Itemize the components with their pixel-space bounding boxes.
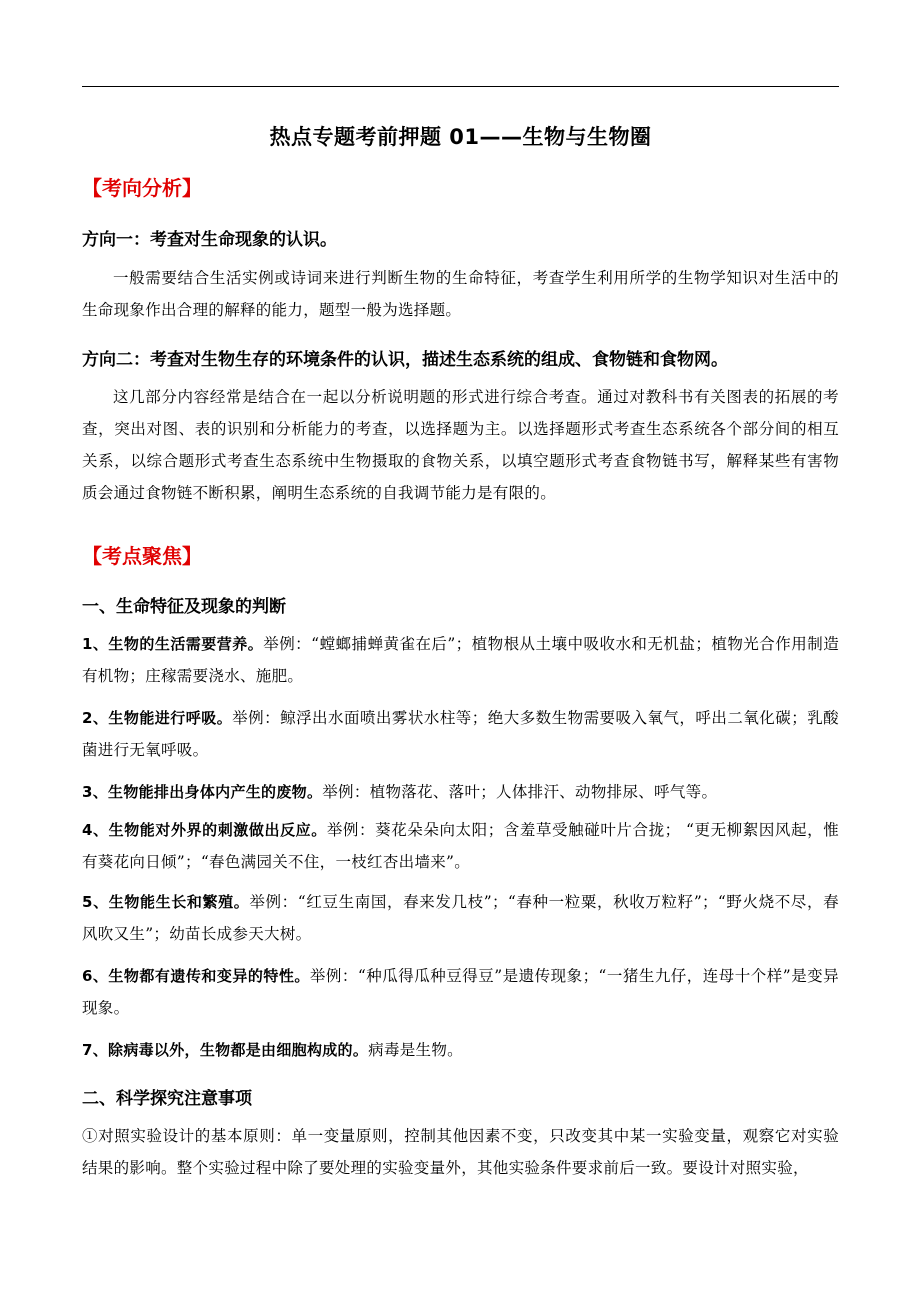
item-text: 举例：植物落花、落叶；人体排汗、动物排尿、呼气等。 [322,783,718,801]
list-item [82,886,839,950]
item-text: 举例：“红豆生南国，春来发几枝”；“春种一粒粟，秋收万粒籽”；“野火烧不尽，春风吹又生”；幼苗长成参天大树。 [82,893,839,943]
list-item [82,814,839,878]
item-text: 病毒是生物。 [368,1041,463,1059]
section-heading-analysis: 【考向分析】 [82,176,202,200]
list-item [82,1034,839,1066]
item-lead: 5、生物能生长和繁殖。 [82,893,250,911]
list-item [82,960,839,1024]
part-one-heading: 一、生命特征及现象的判断 [82,597,286,617]
direction-two-heading: 方向二：考查对生物生存的环境条件的认识，描述生态系统的组成、食物链和食物网。 [82,350,728,370]
direction-two-text: 这几部分内容经常是结合在一起以分析说明题的形式进行综合考查。通过对教科书有关图表的拓展的考查，突出对图、表的识别和分析能力的考查，以选择题为主。以选择题形式考查生态系统各个部分间的相互关系，以综合题形式考查生态系统中生物摄取的食物关系，以填空题形式考查食物链书写，解释某些有害物质会通过食物链不断积累，阐明生态系统的自我调节能力是有限的。 [82,388,839,502]
part-two-heading: 二、科学探究注意事项 [82,1089,252,1109]
list-item [82,702,839,766]
item-lead: 2、生物能进行呼吸。 [82,709,233,727]
item-text: 举例：“螳螂捕蝉黄雀在后”；植物根从土壤中吸收水和无机盐；植物光合作用制造有机物；庄稼需要浇水、施肥。 [82,635,839,685]
item-lead: 3、生物能排出身体内产生的废物。 [82,783,323,801]
list-item [82,776,839,808]
header-rule [82,86,839,87]
part-two-text: ①对照实验设计的基本原则：单一变量原则，控制其他因素不变，只改变其中某一实验变量，观察它对实验结果的影响。整个实验过程中除了要处理的实验变量外，其他实验条件要求前后一致。要设计对照实验， [82,1127,839,1177]
item-text: 举例：鲸浮出水面喷出雾状水柱等；绝大多数生物需要吸入氧气，呼出二氧化碳；乳酸菌进行无氧呼吸。 [82,709,839,759]
item-lead: 7、除病毒以外，生物都是由细胞构成的。 [82,1041,369,1059]
section-heading-focus: 【考点聚焦】 [82,544,202,568]
item-lead: 6、生物都有遗传和变异的特性。 [82,967,310,985]
page-title: 热点专题考前押题 01——生物与生物圈 [269,125,652,149]
item-lead: 4、生物能对外界的刺激做出反应。 [82,821,327,839]
item-text: 举例：“种瓜得瓜种豆得豆”是遗传现象；“一猪生九仔，连母十个样”是变异现象。 [82,967,839,1017]
item-lead: 1、生物的生活需要营养。 [82,635,264,653]
item-text: 举例：葵花朵朵向太阳；含羞草受触碰叶片合拢； “更无柳絮因风起，惟有葵花向日倾”；“春色满园关不住，一枝红杏出墙来”。 [82,821,839,871]
list-item [82,628,839,692]
direction-one-heading: 方向一：考查对生命现象的认识。 [82,230,337,250]
direction-one-text: 一般需要结合生活实例或诗词来进行判断生物的生命特征，考查学生利用所学的生物学知识对生活中的生命现象作出合理的解释的能力，题型一般为选择题。 [82,269,839,319]
